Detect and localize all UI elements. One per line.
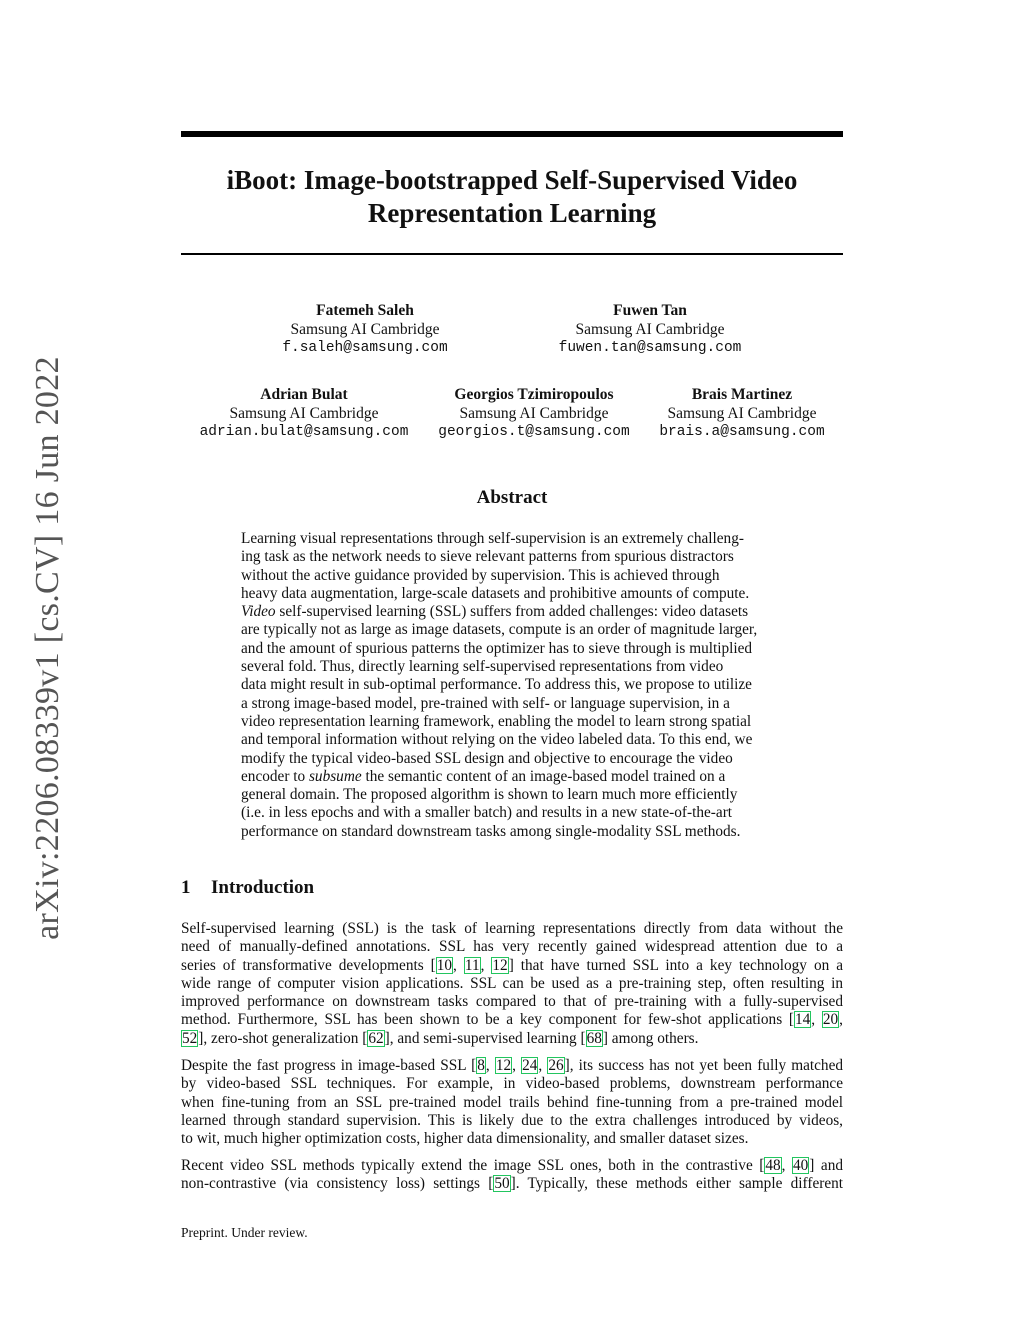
- author-block: [652, 385, 832, 442]
- author-affiliation: Samsung AI Cambridge: [667, 405, 817, 422]
- abstract-italic-subsume: subsume: [308, 767, 362, 785]
- author-name: Adrian Bulat: [260, 386, 348, 403]
- author-affiliation: Samsung AI Cambridge: [575, 321, 725, 338]
- paper-title: [181, 164, 843, 230]
- section-heading-introduction: [181, 877, 314, 899]
- author-name: Fatemeh Saleh: [316, 302, 414, 319]
- paragraph-line: Despite the fast progress in image-based SSL [8, 12, 24, 26], its success has not yet been fully matched: [181, 1057, 844, 1074]
- paragraph-line: by video-based SSL techniques. For example, in video-based problems, downstream performance: [181, 1075, 843, 1093]
- author-name: Georgios Tzimiropoulos: [454, 386, 614, 403]
- abstract-body: [241, 530, 785, 841]
- paragraph-line: wide range of computer vision applications. SSL can be used as a pre-training step, often resulting in: [181, 974, 843, 992]
- author-name: Brais Martinez: [691, 386, 793, 403]
- title-rule-bottom: [181, 253, 843, 255]
- line-text: ] that have turned SSL into a key technology on a: [508, 956, 844, 974]
- author-block: [260, 301, 470, 358]
- line-text: ], zero-shot generalization [: [198, 1029, 368, 1047]
- paragraph-line: need of manually-defined annotations. SSL has very recently gained widespread attention due to a: [181, 938, 843, 956]
- citation-link[interactable]: 11: [464, 956, 480, 974]
- title-rule-top: [181, 131, 843, 137]
- title-line-2: Representation Learning: [367, 198, 657, 228]
- title-line-1: iBoot: Image-bootstrapped Self-Supervised Video: [226, 165, 798, 195]
- intro-paragraph-1: [181, 920, 843, 1048]
- citation-link[interactable]: 50: [494, 1175, 510, 1193]
- citation-link[interactable]: 26: [548, 1057, 564, 1074]
- abstract-line: are typically not as large as image datasets, compute is an order of magnitude larger,: [241, 621, 758, 639]
- author-block: [424, 385, 644, 442]
- line-text: series of transformative developments [: [181, 956, 436, 974]
- abstract-line: Learning visual representations through self-supervision is an extremely challeng-: [241, 530, 744, 547]
- abstract-line: a strong image-based model, pre-trained with self- or language supervision, in a: [241, 694, 730, 712]
- abstract-line: general domain. The proposed algorithm is shown to learn much more efficiently: [241, 786, 738, 804]
- line-text: ] and: [809, 1157, 843, 1174]
- intro-paragraph-2: [181, 1057, 843, 1148]
- abstract-line: [241, 768, 785, 786]
- author-affiliation: Samsung AI Cambridge: [229, 405, 379, 422]
- line-text: ], its success has not yet been fully matched: [564, 1057, 844, 1074]
- paragraph-line: method. Furthermore, SSL has been shown to be a key component for few-shot applications [14, 20,: [181, 1011, 843, 1029]
- arxiv-identifier: arXiv:2206.08339v1 [cs.CV] 16 Jun 2022: [29, 356, 66, 940]
- section-number: 1: [181, 877, 191, 898]
- line-text: ] among others.: [602, 1029, 699, 1047]
- abstract-line: modify the typical video-based SSL design and objective to encourage the video: [241, 749, 733, 767]
- author-block: [540, 301, 760, 358]
- paragraph-line: when fine-tuning from an SSL pre-trained model trails behind fine-tunning from a pre-trained model: [181, 1093, 843, 1111]
- line-text: method. Furthermore, SSL has been shown to be a key component for few-shot applications [: [181, 1011, 794, 1029]
- page-footer: Preprint. Under review.: [181, 1225, 308, 1240]
- citation-link[interactable]: 10: [436, 956, 453, 974]
- abstract-line: without the active guidance provided by supervision. This is achieved through: [241, 566, 720, 584]
- author-affiliation: Samsung AI Cambridge: [290, 321, 440, 338]
- abstract-line: ing task as the network needs to sieve relevant patterns from spurious distractors: [241, 548, 734, 566]
- line-text: ]. Typically, these methods either sample different: [510, 1175, 844, 1193]
- paragraph-line: [181, 1030, 843, 1048]
- author-affiliation: Samsung AI Cambridge: [459, 405, 609, 422]
- citation-link[interactable]: 14: [795, 1011, 811, 1029]
- author-email[interactable]: brais.a@samsung.com: [659, 424, 825, 440]
- citation-link[interactable]: 40: [793, 1157, 809, 1174]
- abstract-line-text: self-supervised learning (SSL) suffers from added challenges: video datasets: [279, 603, 749, 621]
- abstract-line: and temporal information without relying on the video labeled data. To this end, we: [241, 731, 753, 749]
- citation-link[interactable]: 52: [182, 1029, 198, 1047]
- line-text: non-contrastive (via consistency loss) settings [: [181, 1175, 494, 1193]
- line-text: ], and semi-supervised learning [: [384, 1029, 586, 1047]
- author-email[interactable]: fuwen.tan@samsung.com: [558, 340, 742, 356]
- author-block: [194, 385, 414, 442]
- author-name: Fuwen Tan: [613, 302, 687, 319]
- citation-link[interactable]: 24: [522, 1057, 538, 1074]
- abstract-line: performance on standard downstream tasks among single-modality SSL methods.: [241, 822, 741, 840]
- line-text: Recent video SSL methods typically extend the image SSL ones, both in the contrastive [: [181, 1157, 765, 1174]
- author-email[interactable]: f.saleh@samsung.com: [282, 340, 448, 356]
- citation-link[interactable]: 62: [368, 1029, 384, 1047]
- citation-link[interactable]: 12: [492, 956, 508, 974]
- paragraph-line: Recent video SSL methods typically extend the image SSL ones, both in the contrastive [48, 40] and: [181, 1157, 843, 1174]
- abstract-line: (i.e. in less epochs and with a smaller batch) and results in a new state-of-the-art: [241, 804, 733, 822]
- citation-link[interactable]: 48: [765, 1157, 781, 1174]
- abstract-italic-video: Video: [241, 603, 276, 621]
- abstract-line: and the amount of spurious patterns the optimizer has to sieve through is multiplied: [241, 639, 753, 657]
- citation-link[interactable]: 20: [822, 1011, 839, 1029]
- intro-paragraph-3: [181, 1157, 843, 1194]
- author-email[interactable]: adrian.bulat@samsung.com: [199, 424, 409, 440]
- citation-link[interactable]: 68: [586, 1029, 602, 1047]
- abstract-line: several fold. Thus, directly learning self-supervised representations from video: [241, 658, 724, 676]
- line-text: Despite the fast progress in image-based SSL [: [181, 1057, 477, 1074]
- section-title: Introduction: [211, 877, 315, 898]
- abstract-heading: Abstract: [476, 487, 548, 508]
- paragraph-line: improved performance on downstream tasks compared to that of pre-training with a fully-supervised: [181, 993, 843, 1011]
- paragraph-line: learned through standard supervision. This is likely due to the extra challenges introduced by videos,: [181, 1111, 843, 1129]
- author-email[interactable]: georgios.t@samsung.com: [438, 424, 630, 440]
- abstract-line-prefix: encoder to: [241, 767, 309, 785]
- abstract-line: heavy data augmentation, large-scale datasets and prohibitive amounts of compute.: [241, 584, 750, 602]
- paragraph-line: [181, 1175, 843, 1193]
- paragraph-line: to wit, much higher optimization costs, higher data dimensionality, and smaller dataset sizes.: [181, 1130, 749, 1148]
- paragraph-line: series of transformative developments [10, 11, 12] that have turned SSL into a key technology on a: [181, 956, 844, 974]
- abstract-line: video representation learning framework, enabling the model to learn strong spatial: [241, 712, 752, 730]
- abstract-line: data might result in sub-optimal performance. To address this, we propose to utilize: [241, 676, 752, 694]
- abstract-line-text: the semantic content of an image-based model trained on a: [365, 767, 726, 785]
- citation-link[interactable]: 8: [477, 1057, 485, 1074]
- citation-link[interactable]: 12: [495, 1057, 512, 1074]
- abstract-line: [241, 603, 785, 621]
- paragraph-line: Self-supervised learning (SSL) is the task of learning representations directly from data without the: [181, 920, 843, 937]
